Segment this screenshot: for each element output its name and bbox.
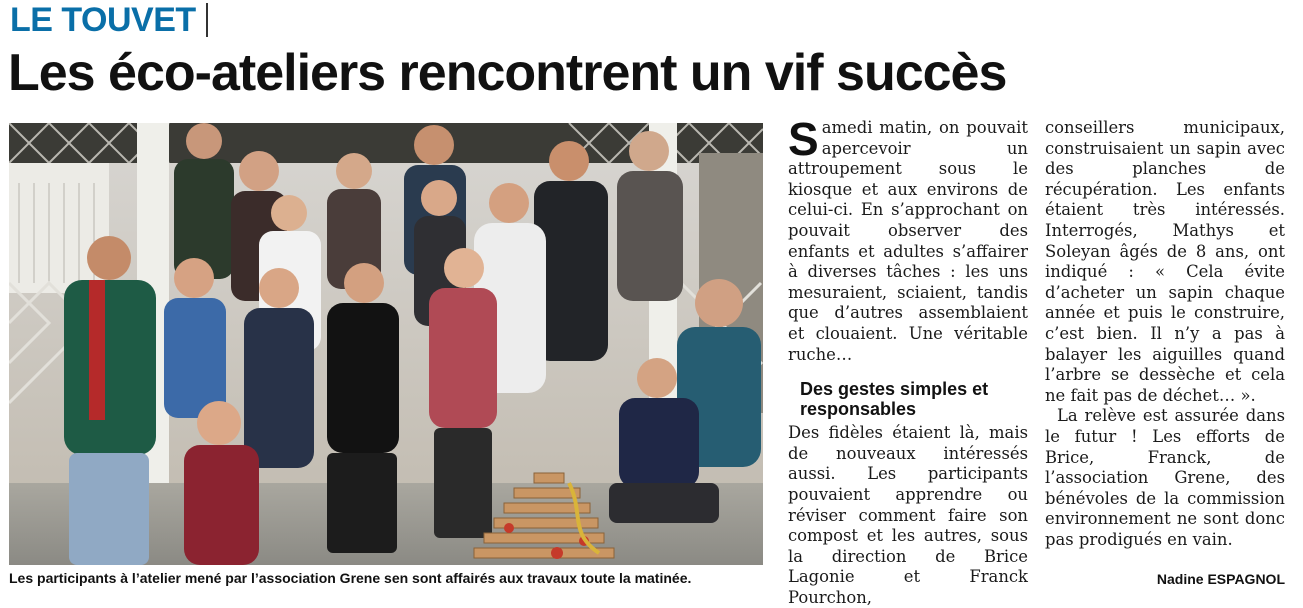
headline: Les éco-ateliers rencontrent un vif succès bbox=[8, 44, 1007, 102]
drop-cap: S bbox=[788, 113, 819, 165]
body-paragraph-2: conseillers municipaux, construisaient un sapin avec des planches de récupération. Les enfants étaient très intéressés. Interrogés, Mathys et Soleyan âgés de 8 ans, ont indiqué : « Cela évite d’acheter un sapin chaque année et puis le construire, c’est bien. Il n’y a pas à balayer les aiguilles quand l’arbre se dessèche et cela ne fait pas de déchet… ». bbox=[1045, 118, 1285, 405]
section-label: LE TOUVET bbox=[10, 1, 196, 39]
closing-paragraph: La relève est assurée dans le futur ! Les efforts de Brice, Franck, de l’association Grene, des bénévoles de la commission environnement ne sont donc pas prodigués en vain. bbox=[1045, 406, 1285, 549]
body-paragraph-1: Des fidèles étaient là, mais de nouveaux intéressés aussi. Les participants pouvaient apprendre ou réviser comment faire son compost et les autres, sous la direction de Brice Lagonie et Franck Pourchon, bbox=[788, 423, 1028, 607]
photo-caption: Les participants à l’atelier mené par l’association Grene sen sont affairés aux travaux toute la matinée. bbox=[9, 570, 692, 586]
lead-paragraph: amedi matin, on pouvait apercevoir un attroupement sous le kiosque et aux environs de celui-ci. En s’approchant on pouvait observer des enfants et adultes s’affairer à diverses tâches : les uns mesuraient, sciaient, tandis que d’autres assemblaient et clouaient. Une véritable ruche… bbox=[788, 118, 1028, 364]
article-column-1 bbox=[788, 113, 1028, 608]
author-signature: Nadine ESPAGNOL bbox=[1156, 571, 1285, 587]
section-divider bbox=[206, 3, 208, 37]
article-column-2 bbox=[1045, 118, 1285, 550]
subheading: Des gestes simples et responsables bbox=[800, 379, 989, 420]
section-header bbox=[10, 0, 208, 40]
article-photo bbox=[9, 123, 763, 565]
